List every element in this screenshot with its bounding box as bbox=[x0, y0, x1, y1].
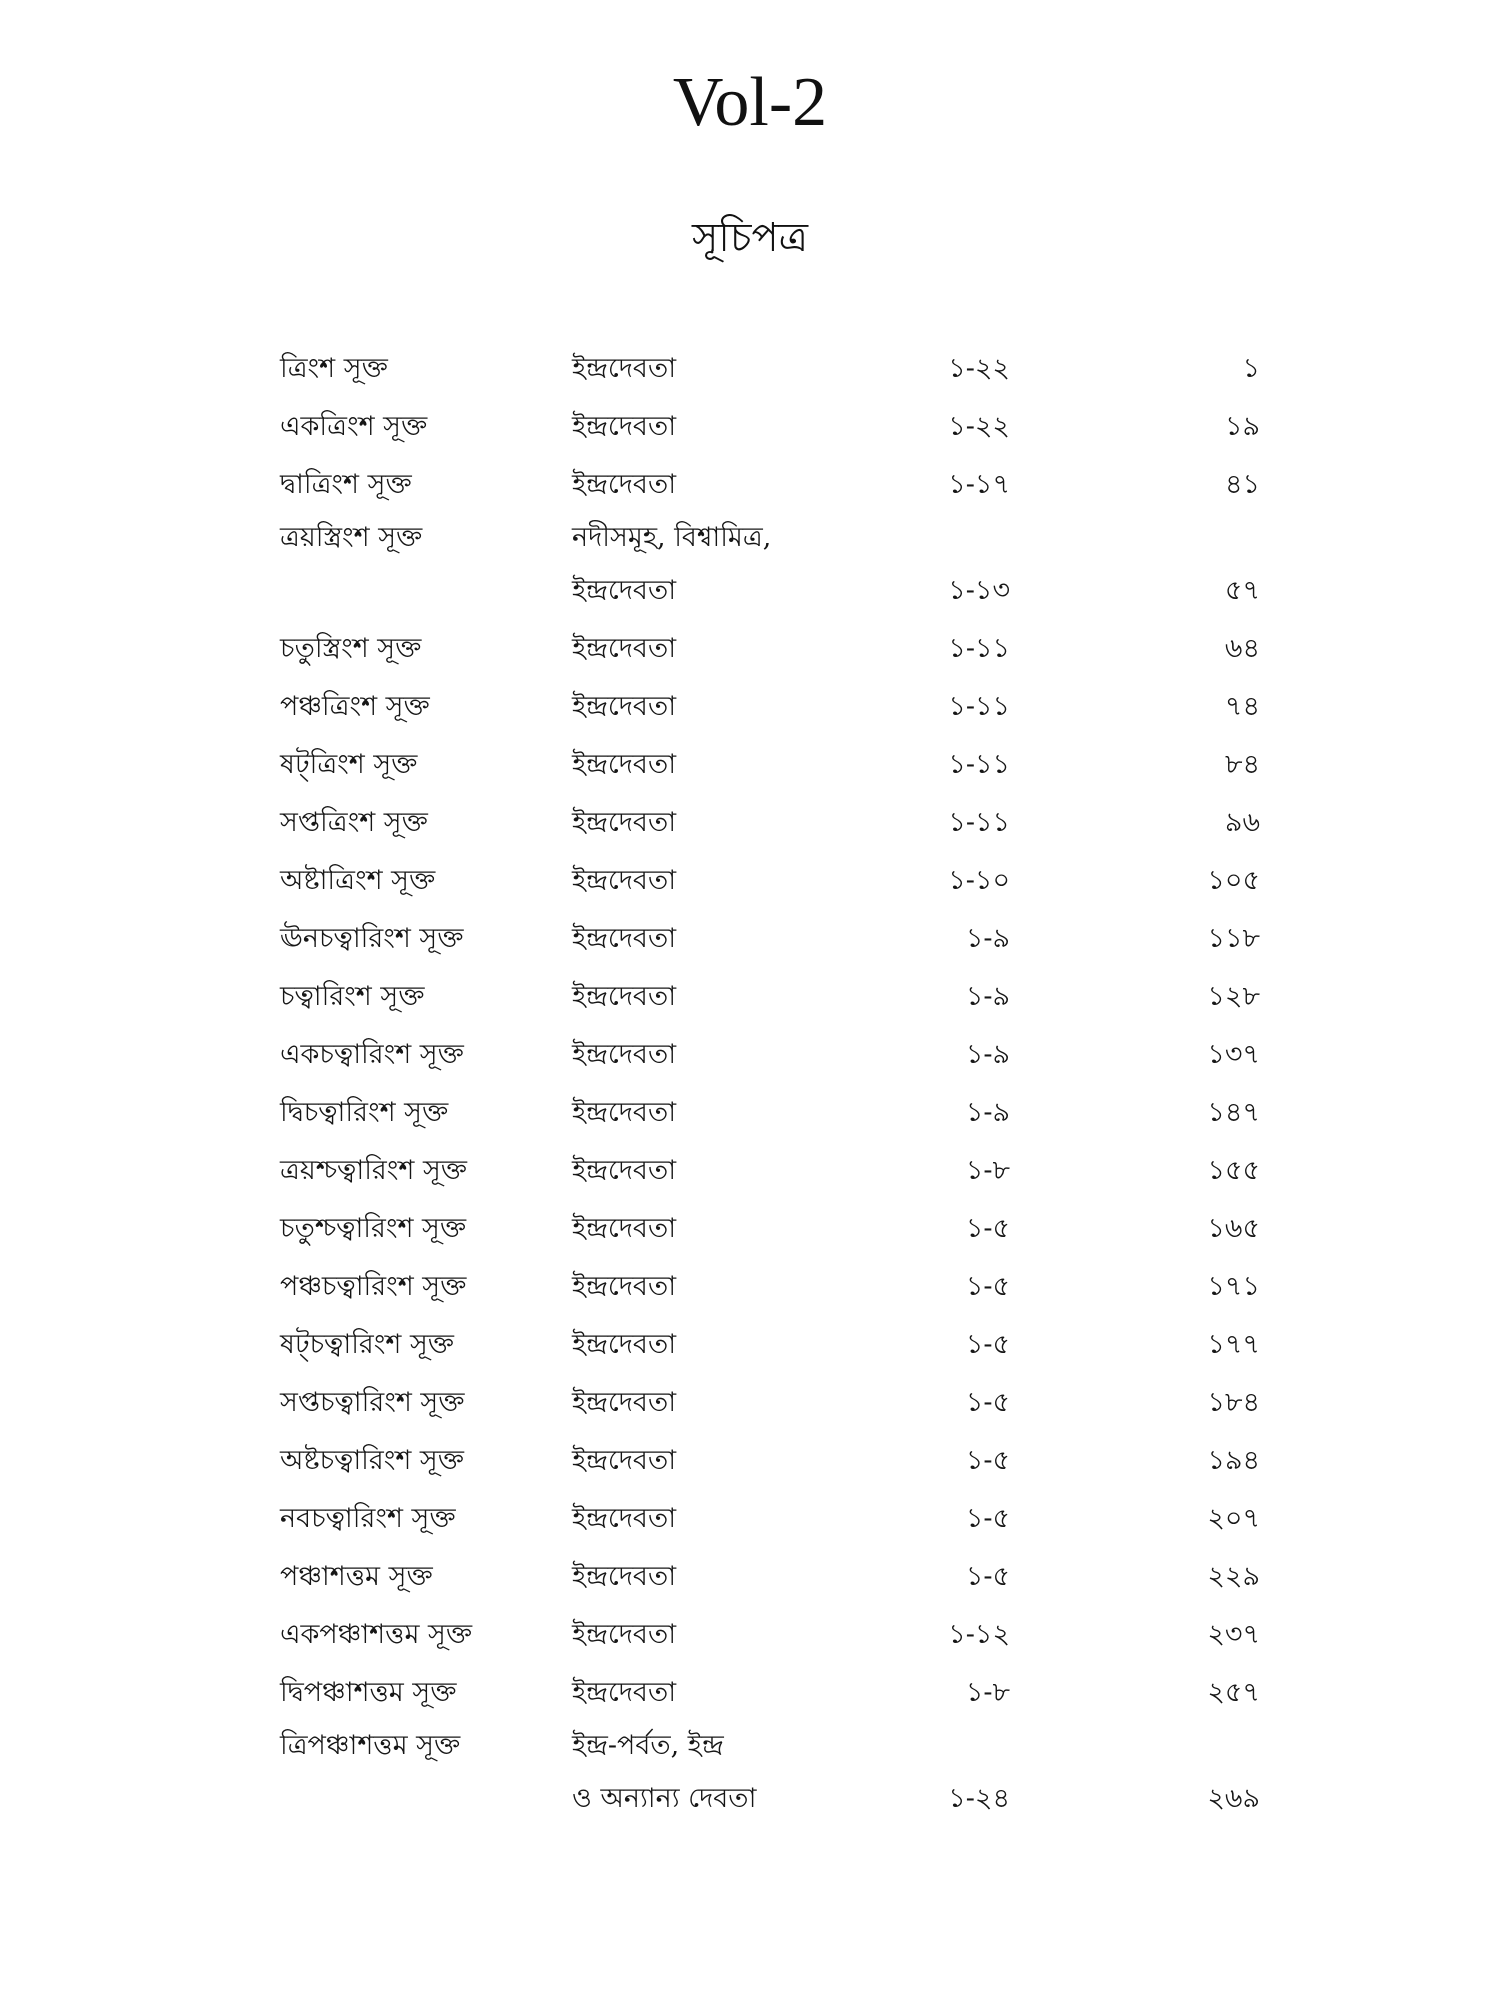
toc-table bbox=[280, 340, 1260, 1828]
toc-row bbox=[280, 1200, 1260, 1258]
toc-row-line bbox=[280, 1316, 1260, 1374]
verse-range: ১-১২ bbox=[948, 1619, 1010, 1650]
deity: ইন্দ্রদেবতা bbox=[572, 923, 677, 954]
toc-row-line bbox=[280, 1084, 1260, 1142]
verse-range: ১-৫ bbox=[965, 1387, 1010, 1418]
toc-row-line bbox=[280, 398, 1260, 456]
deity: ইন্দ্রদেবতা bbox=[572, 575, 677, 606]
deity: ইন্দ্রদেবতা bbox=[572, 691, 677, 722]
hymn-name: একত্রিংশ সূক্ত bbox=[280, 411, 428, 442]
verse-range: ১-১১ bbox=[948, 807, 1010, 838]
page-number: ১৯৪ bbox=[1207, 1445, 1260, 1476]
verse-range: ১-১০ bbox=[948, 865, 1010, 896]
page-number: ২০৭ bbox=[1207, 1503, 1260, 1534]
toc-heading: সূচিপত্র bbox=[692, 215, 808, 261]
toc-row bbox=[280, 678, 1260, 736]
volume-title: Vol-2 bbox=[672, 64, 828, 141]
toc-row bbox=[280, 1548, 1260, 1606]
toc-row-line bbox=[280, 794, 1260, 852]
hymn-name: ত্রিংশ সূক্ত bbox=[280, 353, 388, 384]
deity-line-1: ইন্দ্র-পর্বত, ইন্দ্র bbox=[572, 1730, 724, 1761]
verse-range: ১-৫ bbox=[965, 1561, 1010, 1592]
deity: ইন্দ্রদেবতা bbox=[572, 1329, 677, 1360]
verse-range: ১-২২ bbox=[948, 411, 1010, 442]
hymn-name: ত্রয়স্ত্রিংশ সূক্ত bbox=[280, 522, 423, 553]
deity: ইন্দ্রদেবতা bbox=[572, 1445, 677, 1476]
verse-range: ১-৫ bbox=[965, 1213, 1010, 1244]
page-number: ৬৪ bbox=[1224, 633, 1260, 664]
toc-row-line bbox=[280, 340, 1260, 398]
toc-row-line bbox=[280, 1548, 1260, 1606]
hymn-name: চতুস্ত্রিংশ সূক্ত bbox=[280, 633, 422, 664]
page-number: ১৪৭ bbox=[1207, 1097, 1260, 1128]
page-number: ১৩৭ bbox=[1207, 1039, 1260, 1070]
toc-row bbox=[280, 514, 1260, 620]
deity: ইন্দ্রদেবতা bbox=[572, 1561, 677, 1592]
hymn-name: ত্রয়শ্চত্বারিংশ সূক্ত bbox=[280, 1155, 468, 1186]
toc-row bbox=[280, 1606, 1260, 1664]
verse-range: ১-১১ bbox=[948, 749, 1010, 780]
deity: ইন্দ্রদেবতা bbox=[572, 411, 677, 442]
verse-range: ১-৯ bbox=[965, 923, 1010, 954]
toc-row-line bbox=[280, 1026, 1260, 1084]
hymn-name: নবচত্বারিংশ সূক্ত bbox=[280, 1503, 456, 1534]
page-number: ১৮৪ bbox=[1207, 1387, 1260, 1418]
deity: ইন্দ্রদেবতা bbox=[572, 1503, 677, 1534]
toc-row bbox=[280, 1142, 1260, 1200]
hymn-name: সপ্তচত্বারিংশ সূক্ত bbox=[280, 1387, 465, 1418]
hymn-name: ষট্‌চত্বারিংশ সূক্ত bbox=[280, 1329, 455, 1360]
deity: ইন্দ্রদেবতা bbox=[572, 1271, 677, 1302]
deity: ইন্দ্রদেবতা bbox=[572, 749, 677, 780]
hymn-name: চত্বারিংশ সূক্ত bbox=[280, 981, 425, 1012]
toc-row bbox=[280, 620, 1260, 678]
hymn-name: পঞ্চাশত্তম সূক্ত bbox=[280, 1561, 433, 1592]
page-number: ১৭১ bbox=[1207, 1271, 1260, 1302]
hymn-name: অষ্টাত্রিংশ সূক্ত bbox=[280, 865, 436, 896]
deity: ইন্দ্রদেবতা bbox=[572, 1619, 677, 1650]
toc-row-line bbox=[280, 620, 1260, 678]
deity: ইন্দ্রদেবতা bbox=[572, 1387, 677, 1418]
deity: ও অন্যান্য দেবতা bbox=[572, 1783, 757, 1814]
deity: ইন্দ্রদেবতা bbox=[572, 981, 677, 1012]
deity: ইন্দ্রদেবতা bbox=[572, 633, 677, 664]
toc-row-line bbox=[280, 1142, 1260, 1200]
hymn-name: দ্বাত্রিংশ সূক্ত bbox=[280, 469, 412, 500]
page-number: ১৫৫ bbox=[1207, 1155, 1260, 1186]
toc-row bbox=[280, 1084, 1260, 1142]
toc-row-line bbox=[280, 1432, 1260, 1490]
toc-row-line bbox=[280, 1770, 1260, 1828]
deity: ইন্দ্রদেবতা bbox=[572, 353, 677, 384]
toc-row-line bbox=[280, 1374, 1260, 1432]
toc-row bbox=[280, 910, 1260, 968]
hymn-name: অষ্টচত্বারিংশ সূক্ত bbox=[280, 1445, 464, 1476]
hymn-name: ত্রিপঞ্চাশত্তম সূক্ত bbox=[280, 1730, 461, 1761]
hymn-name: ষট্‌ত্রিংশ সূক্ত bbox=[280, 749, 418, 780]
deity: ইন্দ্রদেবতা bbox=[572, 865, 677, 896]
page-number: ১৯ bbox=[1224, 411, 1260, 442]
toc-row-line bbox=[280, 1490, 1260, 1548]
page-number: ২৩৭ bbox=[1207, 1619, 1260, 1650]
toc-row-line bbox=[280, 968, 1260, 1026]
page-number: ৪১ bbox=[1224, 469, 1260, 500]
toc-row bbox=[280, 1432, 1260, 1490]
toc-row bbox=[280, 852, 1260, 910]
deity: ইন্দ্রদেবতা bbox=[572, 1039, 677, 1070]
toc-row-line bbox=[280, 1722, 1260, 1770]
page-number: ৭৪ bbox=[1224, 691, 1260, 722]
deity: ইন্দ্রদেবতা bbox=[572, 469, 677, 500]
toc-row bbox=[280, 1664, 1260, 1722]
toc-row bbox=[280, 340, 1260, 398]
hymn-name: দ্বিপঞ্চাশত্তম সূক্ত bbox=[280, 1677, 457, 1708]
page-number: ১৬৫ bbox=[1207, 1213, 1260, 1244]
deity: ইন্দ্রদেবতা bbox=[572, 1677, 677, 1708]
page-number: ২৫৭ bbox=[1207, 1677, 1260, 1708]
verse-range: ১-২২ bbox=[948, 353, 1010, 384]
toc-row bbox=[280, 398, 1260, 456]
deity: ইন্দ্রদেবতা bbox=[572, 1097, 677, 1128]
page-number: ১ bbox=[1242, 353, 1260, 384]
deity: ইন্দ্রদেবতা bbox=[572, 1155, 677, 1186]
toc-row-line bbox=[280, 562, 1260, 620]
toc-row-line bbox=[280, 736, 1260, 794]
deity: ইন্দ্রদেবতা bbox=[572, 1213, 677, 1244]
verse-range: ১-১১ bbox=[948, 633, 1010, 664]
toc-row bbox=[280, 968, 1260, 1026]
toc-row bbox=[280, 1026, 1260, 1084]
verse-range: ১-১১ bbox=[948, 691, 1010, 722]
toc-row-line bbox=[280, 1606, 1260, 1664]
hymn-name: পঞ্চচত্বারিংশ সূক্ত bbox=[280, 1271, 467, 1302]
toc-row-line bbox=[280, 1664, 1260, 1722]
verse-range: ১-৫ bbox=[965, 1271, 1010, 1302]
toc-row-line bbox=[280, 514, 1260, 562]
page-number: ২৬৯ bbox=[1207, 1783, 1260, 1814]
toc-row bbox=[280, 1258, 1260, 1316]
page-number: ১২৮ bbox=[1207, 981, 1260, 1012]
toc-row bbox=[280, 736, 1260, 794]
hymn-name: ঊনচত্বারিংশ সূক্ত bbox=[280, 923, 464, 954]
toc-row bbox=[280, 794, 1260, 852]
page-number: ৯৬ bbox=[1224, 807, 1260, 838]
verse-range: ১-৯ bbox=[965, 1097, 1010, 1128]
page-number: ১১৮ bbox=[1207, 923, 1260, 954]
deity: ইন্দ্রদেবতা bbox=[572, 807, 677, 838]
verse-range: ১-৮ bbox=[965, 1155, 1010, 1186]
hymn-name: দ্বিচত্বারিংশ সূক্ত bbox=[280, 1097, 449, 1128]
verse-range: ১-৮ bbox=[965, 1677, 1010, 1708]
toc-row-line bbox=[280, 852, 1260, 910]
toc-row-line bbox=[280, 678, 1260, 736]
page-number: ৫৭ bbox=[1224, 575, 1260, 606]
verse-range: ১-২৪ bbox=[948, 1783, 1010, 1814]
toc-row-line bbox=[280, 1200, 1260, 1258]
hymn-name: চতুশ্চত্বারিংশ সূক্ত bbox=[280, 1213, 467, 1244]
toc-row-line bbox=[280, 1258, 1260, 1316]
verse-range: ১-৫ bbox=[965, 1329, 1010, 1360]
toc-row bbox=[280, 1722, 1260, 1828]
page-number: ১০৫ bbox=[1207, 865, 1260, 896]
toc-row bbox=[280, 1374, 1260, 1432]
hymn-name: পঞ্চত্রিংশ সূক্ত bbox=[280, 691, 430, 722]
hymn-name: সপ্তত্রিংশ সূক্ত bbox=[280, 807, 428, 838]
toc-row bbox=[280, 1490, 1260, 1548]
verse-range: ১-৯ bbox=[965, 981, 1010, 1012]
page-number: ৮৪ bbox=[1224, 749, 1260, 780]
toc-row bbox=[280, 1316, 1260, 1374]
deity-line-1: নদীসমূহ, বিশ্বামিত্র, bbox=[572, 522, 772, 553]
verse-range: ১-৫ bbox=[965, 1503, 1010, 1534]
verse-range: ১-৯ bbox=[965, 1039, 1010, 1070]
toc-row-line bbox=[280, 456, 1260, 514]
verse-range: ১-১৭ bbox=[948, 469, 1010, 500]
page-number: ২২৯ bbox=[1207, 1561, 1260, 1592]
verse-range: ১-১৩ bbox=[948, 575, 1010, 606]
hymn-name: একপঞ্চাশত্তম সূক্ত bbox=[280, 1619, 473, 1650]
verse-range: ১-৫ bbox=[965, 1445, 1010, 1476]
hymn-name: একচত্বারিংশ সূক্ত bbox=[280, 1039, 464, 1070]
toc-row bbox=[280, 456, 1260, 514]
toc-row-line bbox=[280, 910, 1260, 968]
page-number: ১৭৭ bbox=[1207, 1329, 1260, 1360]
